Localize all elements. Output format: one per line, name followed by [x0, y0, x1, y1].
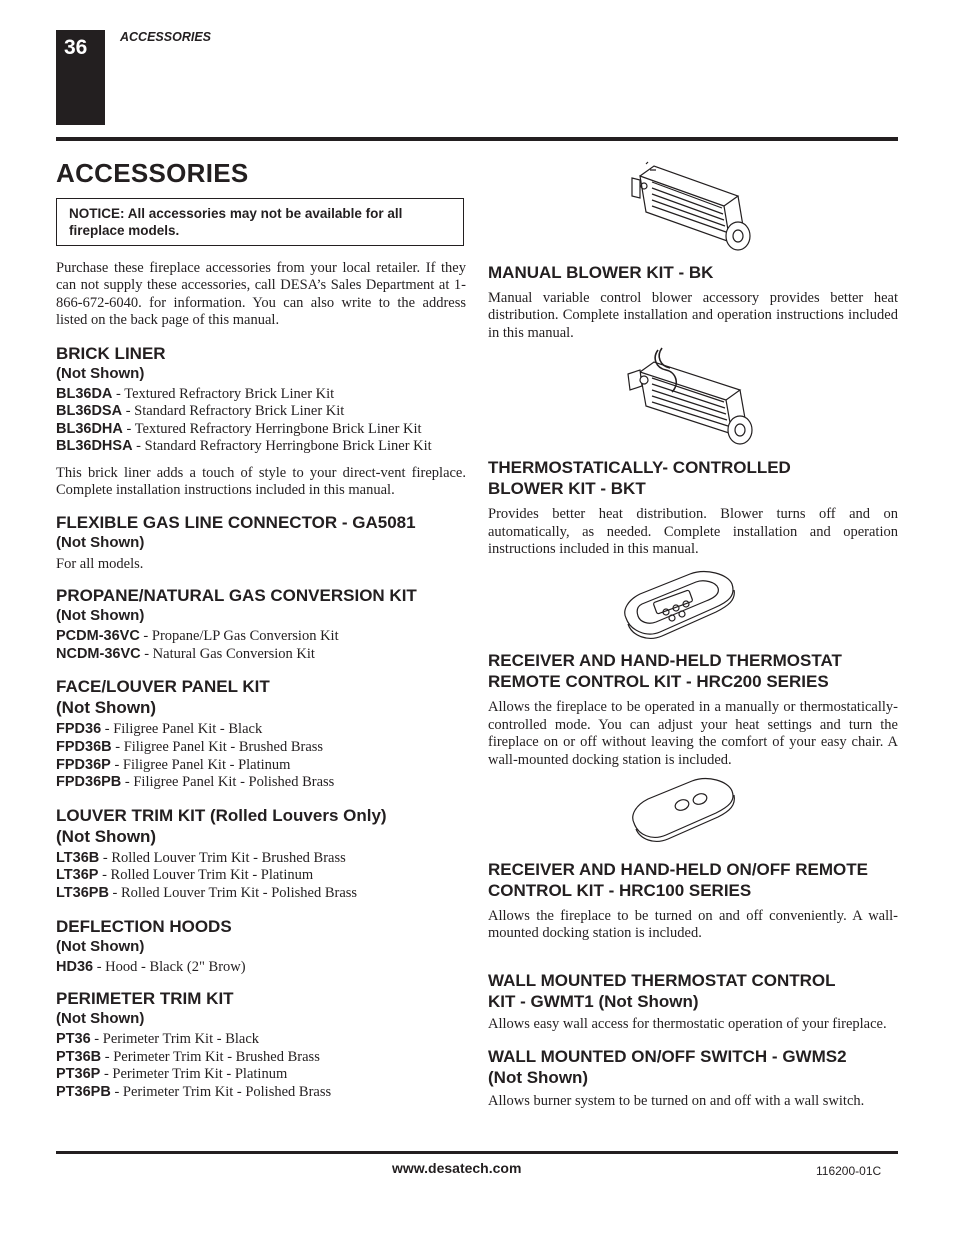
- footer-url[interactable]: www.desatech.com: [392, 1160, 522, 1176]
- louver-trim-sub: (Not Shown): [56, 826, 157, 846]
- item-desc: - Perimeter Trim Kit - Black: [90, 1031, 260, 1048]
- item-code: BL36DSA: [56, 403, 123, 420]
- conversion-heading: PROPANE/NATURAL GAS CONVERSION KIT: [56, 586, 417, 606]
- hrc200-heading-line2: REMOTE CONTROL KIT - HRC200 SERIES: [488, 672, 829, 692]
- item-desc: - Rolled Louver Trim Kit - Polished Brass: [108, 884, 358, 901]
- gas-line-section: [56, 512, 466, 573]
- list-item: [56, 959, 466, 977]
- conversion-section: [56, 585, 466, 663]
- gwmt1-heading-line2: KIT - GWMT1 (Not Shown): [488, 991, 699, 1011]
- louver-trim-heading: LOUVER TRIM KIT (Rolled Louvers Only): [56, 805, 387, 825]
- manual-blower-illustration: [626, 158, 758, 262]
- gas-line-sub: (Not Shown): [56, 533, 145, 551]
- item-desc: - Rolled Louver Trim Kit - Brushed Brass: [99, 849, 346, 866]
- left-column: [56, 260, 466, 1102]
- brick-liner-sub: (Not Shown): [56, 364, 145, 382]
- hrc200-section: [488, 650, 898, 769]
- footer-rule: [56, 1151, 898, 1154]
- deflection-sub: (Not Shown): [56, 937, 145, 955]
- brick-liner-heading: BRICK LINER: [56, 343, 166, 363]
- item-code: PT36: [56, 1031, 91, 1048]
- item-code: PCDM-36VC: [56, 628, 140, 645]
- item-desc: - Filigree Panel Kit - Polished Brass: [121, 774, 335, 791]
- list-item: [56, 1084, 466, 1102]
- list-item: [56, 850, 466, 868]
- hrc100-section: [488, 859, 898, 943]
- list-item: [56, 774, 466, 792]
- gas-line-text: For all models.: [56, 555, 144, 572]
- conversion-sub: (Not Shown): [56, 607, 145, 625]
- face-louver-section: [56, 676, 466, 791]
- list-item: [56, 421, 466, 439]
- list-item: [56, 628, 466, 646]
- list-item: [56, 1066, 466, 1084]
- list-item: [56, 1031, 466, 1049]
- right-column: [488, 262, 898, 1111]
- hrc200-text: Allows the fireplace to be operated in a manually or thermostatically-controlled mode. You can adjust your heat settings and turn the fireplace on or off without leaving the comfort of your easy chair. A wall-mounted docking station is included.: [488, 699, 898, 768]
- item-code: BL36DHA: [56, 420, 123, 437]
- item-code: HD36: [56, 958, 94, 975]
- item-code: PT36P: [56, 1066, 101, 1083]
- brick-liner-text: This brick liner adds a touch of style to your direct-vent fireplace. Complete installation instructions included in this manual.: [56, 465, 466, 499]
- item-desc: - Textured Refractory Herringbone Brick Liner Kit: [122, 420, 422, 437]
- brick-liner-section: [56, 343, 466, 500]
- manual-blower-section: [488, 262, 898, 342]
- list-item: [56, 867, 466, 885]
- page-title: ACCESSORIES: [56, 158, 249, 188]
- gwms2-text: Allows burner system to be turned on and off with a wall switch.: [488, 1093, 865, 1110]
- item-code: BL36DHSA: [56, 438, 133, 455]
- list-item: [56, 646, 466, 664]
- list-item: [56, 721, 466, 739]
- item-desc: - Propane/LP Gas Conversion Kit: [139, 628, 339, 645]
- footer-doc-code: 116200-01C: [816, 1164, 882, 1178]
- gwmt1-text: Allows easy wall access for thermostatic operation of your fireplace.: [488, 1015, 887, 1032]
- item-desc: - Filigree Panel Kit - Platinum: [110, 756, 291, 773]
- item-code: FPD36PB: [56, 774, 122, 791]
- manual-blower-text: Manual variable control blower accessory provides better heat distribution. Complete installation and operation instructions included in this manual.: [488, 290, 898, 341]
- thermo-blower-section: [488, 457, 898, 558]
- list-item: [56, 1049, 466, 1067]
- item-code: LT36PB: [56, 884, 109, 901]
- deflection-section: [56, 916, 466, 977]
- list-item: [56, 438, 466, 456]
- item-desc: - Filigree Panel Kit - Brushed Brass: [111, 739, 324, 755]
- item-desc: - Hood - Black (2" Brow): [93, 958, 246, 975]
- manual-blower-heading: MANUAL BLOWER KIT - BK: [488, 263, 714, 282]
- thermo-blower-heading-line2: BLOWER KIT - BKT: [488, 479, 646, 499]
- perimeter-section: [56, 988, 466, 1101]
- item-code: FPD36: [56, 721, 102, 738]
- item-code: LT36P: [56, 867, 99, 884]
- notice-box: NOTICE: All accessories may not be available for all fireplace models.: [56, 198, 464, 246]
- item-code: BL36DA: [56, 385, 113, 402]
- item-code: LT36B: [56, 849, 100, 866]
- item-desc: - Perimeter Trim Kit - Polished Brass: [110, 1083, 332, 1100]
- intro-text: Purchase these fireplace accessories from your local retailer. If they can not supply these accessories, call DESA’s Sales Department at 1-866-672-6040. for information. You can also write to the address listed on the back page of this manual.: [56, 260, 466, 329]
- item-desc: - Standard Refractory Herringbone Brick Liner Kit: [132, 438, 432, 455]
- gwms2-heading: WALL MOUNTED ON/OFF SWITCH - GWMS2: [488, 1047, 847, 1067]
- list-item: [56, 757, 466, 775]
- perimeter-sub: (Not Shown): [56, 1010, 145, 1028]
- item-code: NCDM-36VC: [56, 645, 141, 662]
- gwms2-sub: (Not Shown): [488, 1068, 589, 1088]
- louver-trim-section: [56, 805, 466, 903]
- item-desc: - Rolled Louver Trim Kit - Platinum: [98, 867, 314, 884]
- item-code: FPD36B: [56, 739, 112, 755]
- item-desc: - Filigree Panel Kit - Black: [101, 721, 263, 738]
- list-item: [56, 739, 466, 757]
- section-label: ACCESSORIES: [120, 30, 211, 44]
- hrc100-heading-line1: RECEIVER AND HAND-HELD ON/OFF REMOTE: [488, 860, 868, 880]
- item-desc: - Standard Refractory Brick Liner Kit: [122, 403, 345, 420]
- item-desc: - Perimeter Trim Kit - Platinum: [100, 1066, 288, 1083]
- item-code: PT36B: [56, 1048, 102, 1065]
- gwms2-section: [488, 1046, 898, 1110]
- face-louver-heading: FACE/LOUVER PANEL KIT: [56, 677, 270, 697]
- thermo-blower-heading-line1: THERMOSTATICALLY- CONTROLLED: [488, 458, 791, 478]
- top-rule: [56, 137, 898, 141]
- face-louver-sub: (Not Shown): [56, 698, 157, 718]
- item-desc: - Perimeter Trim Kit - Brushed Brass: [101, 1048, 320, 1065]
- thermo-blower-text: Provides better heat distribution. Blower turns off and on automatically, as needed. Complete installation and operation instructions included in this manual.: [488, 506, 898, 558]
- item-code: PT36PB: [56, 1083, 111, 1100]
- item-code: FPD36P: [56, 756, 111, 773]
- deflection-heading: DEFLECTION HOODS: [56, 916, 232, 936]
- hrc200-heading-line1: RECEIVER AND HAND-HELD THERMOSTAT: [488, 651, 842, 671]
- gwmt1-heading-line1: WALL MOUNTED THERMOSTAT CONTROL: [488, 970, 836, 990]
- gwmt1-section: [488, 970, 898, 1033]
- hrc100-text: Allows the fireplace to be turned on and off conveniently. A wall-mounted docking station is included.: [488, 908, 898, 942]
- item-desc: - Textured Refractory Brick Liner Kit: [112, 385, 335, 402]
- page-number: 36: [64, 36, 88, 59]
- hrc100-heading-line2: CONTROL KIT - HRC100 SERIES: [488, 881, 752, 901]
- item-desc: - Natural Gas Conversion Kit: [140, 645, 315, 662]
- list-item: [56, 403, 466, 421]
- gas-line-heading: FLEXIBLE GAS LINE CONNECTOR - GA5081: [56, 512, 416, 532]
- list-item: [56, 885, 466, 903]
- list-item: [56, 386, 466, 404]
- perimeter-heading: PERIMETER TRIM KIT: [56, 989, 234, 1009]
